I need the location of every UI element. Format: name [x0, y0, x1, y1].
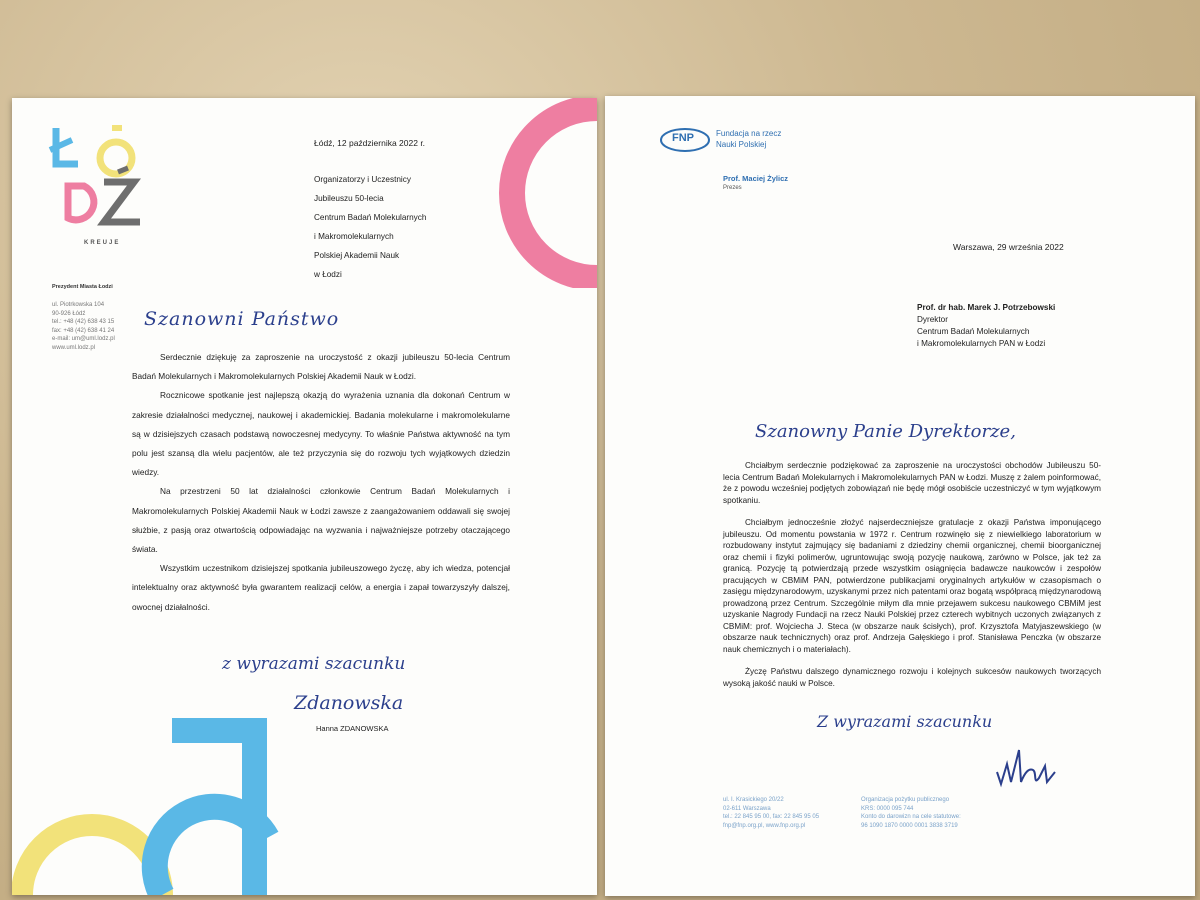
recipient-line: w Łodzi [314, 270, 342, 279]
closing: z wyrazami szacunku [222, 654, 406, 674]
address-line: fax: +48 (42) 638 41 24 [52, 327, 115, 334]
footer-line: tel.: 22 845 95 00, fax: 22 845 95 05 [723, 814, 820, 820]
recipient-line: Jubileuszu 50-lecia [314, 194, 384, 203]
decorative-pink-arc-icon [492, 98, 597, 288]
sender-title: Prezes [723, 185, 742, 191]
lodz-city-logo-icon [48, 122, 148, 242]
recipient-name: Prof. dr hab. Marek J. Potrzebowski [917, 303, 1056, 312]
fnp-name-line: Nauki Polskiej [716, 140, 767, 149]
recipient-block [314, 170, 426, 284]
sender-name: Prof. Maciej Żylicz [723, 174, 789, 183]
recipient-line: Centrum Badań Molekularnych [314, 213, 427, 222]
footer-legal [861, 796, 1011, 830]
handwritten-signature: Zdanowska [294, 692, 404, 714]
letter-date: Warszawa, 29 września 2022 [953, 242, 1064, 252]
fnp-name-line: Fundacja na rzecz [716, 129, 782, 138]
recipient-line: Polskiej Akademii Nauk [314, 251, 400, 260]
address-line: www.uml.lodz.pl [52, 344, 96, 351]
paragraph: Na przestrzeni 50 lat działalności członkowie Centrum Badań Molekularnych i Makromolekularnych Polskiej Akademii Nauk w Łodzi zawsze z zaangażowaniem oddawali się swojej służbie, z pasją oraz otwartością odpowiadając na wyzwania i najważniejsze potrzeby otaczającego świata. [132, 486, 510, 555]
recipient-line: i Makromolekularnych [314, 232, 394, 241]
recipient-block [917, 302, 1055, 350]
logo-caption: KREUJE [84, 240, 121, 246]
paragraph: Rocznicowe spotkanie jest najlepszą okazją do wyrażenia uznania dla dokonań Centrum w zakresie działalności medycznej, naukowej i akademickiej. Badania molekularne i makromolekularne są w dzisiejszych czasach podstawą nowoczesnej medycyny. To właśnie Państwa aktywność na tym polu jest szansą dla wielu pacjentów, ale też przyczynia się do rozwoju tych wyjątkowych dziedzin wiedzy. [132, 390, 510, 478]
paragraph: Wszystkim uczestnikom dzisiejszej spotkania jubileuszowego życzę, aby ich wiedza, potencjał intelektualny oraz aktywność była gwarantem realizacji celów, a energia i zapał towarzyszyły dalszej, owocnej działalności. [132, 563, 510, 612]
signer-name: Hanna ZDANOWSKA [316, 724, 389, 733]
decorative-shapes-icon [12, 698, 282, 895]
footer-line: fnp@fnp.org.pl, www.fnp.org.pl [723, 822, 806, 829]
letter-body [132, 348, 510, 617]
sender-address [52, 301, 152, 352]
footer-line: 02-611 Warszawa [723, 805, 771, 812]
footer-line: ul. I. Krasickiego 20/22 [723, 797, 784, 803]
paragraph: Chciałbym jednocześnie złożyć najserdeczniejsze gratulacje z okazji Państwa imponującego jubileuszu. Od momentu powstania w 1972 r. Centrum rozwinęło się z niewielkiego laboratorium w rozbudowany instytut zajmujący się badaniami z dziedziny chemii organicznej, chemii bioorganicznej oraz chemii i fizyki polimerów, ugruntowując swoją pozycję naukową, zarówno w Polsce, jak też za granicą. Pozycję tą potwierdzają przede wszystkim osiągnięcia badawcze naukowców i zespołów pracujących w CBMiM PAN, potwierdzone publikacjami oryginalnych artykułów w czasopismach o zasięgu międzynarodowym, uzyskanymi przez nich patentami oraz bogatą współpracą międzynarodową prowadzoną przez Centrum. Szczególnie miłym dla mnie przejawem sukcesu naukowego CBMiM jest uzyskanie Nagrody Fundacji na rzecz Nauki Polskiej przez czterech wybitnych uczonych związanych z CBMiM: prof. Wojciecha J. Steca (w obszarze nauk ścisłych), prof. Krzysztofa Matyjaszewskiego (w obszarze nauk technicznych) oraz prof. Andrzeja Gałęskiego i prof. Stanisława Penczka (w obszarze nauk chemicznych i o materiałach). [723, 518, 1101, 654]
salutation: Szanowni Państwo [144, 308, 340, 330]
office-name: Prezydent Miasta Łodzi [52, 284, 113, 290]
address-line: 90-926 Łódź [52, 310, 86, 317]
footer-line: KRS: 0000 095 744 [861, 805, 914, 812]
paragraph: Serdecznie dziękuję za zaproszenie na uroczystość z okazji jubileuszu 50-lecia Centrum Badań Molekularnych i Makromolekularnych Polskiej Akademii Nauk w Łodzi. [132, 352, 510, 382]
fnp-logo [660, 126, 810, 158]
fnp-logo-abbr: FNP [672, 132, 694, 144]
address-line: tel.: +48 (42) 638 43 15 [52, 319, 115, 325]
right-letter-page [605, 96, 1195, 896]
closing: Z wyrazami szacunku [817, 712, 993, 731]
recipient-line: Dyrektor [917, 315, 948, 324]
address-line: ul. Piotrkowska 104 [52, 302, 105, 308]
recipient-line: Organizatorzy i Uczestnicy [314, 175, 411, 184]
footer-address [723, 796, 873, 830]
address-line: e-mail: um@uml.lodz.pl [52, 336, 115, 342]
recipient-line: i Makromolekularnych PAN w Łodzi [917, 339, 1046, 348]
paragraph: Chciałbym serdecznie podziękować za zaproszenie na uroczystości obchodów Jubileuszu 50-lecia Centrum Badań Molekularnych i Makromolekularnych PAN w Łodzi. Muszę z żalem poinformować, że z powodu wcześniej podjętych zobowiązań nie będę mógł osobiście uczestniczyć w tym wyjątkowym spotkaniu. [723, 461, 1101, 505]
fnp-logo-name [716, 128, 781, 150]
handwritten-signature-icon [993, 742, 1063, 790]
letter-date: Łódź, 12 października 2022 r. [314, 138, 426, 148]
footer-line: Konto do darowizn na cele statutowe: [861, 814, 961, 820]
left-letter-page [12, 98, 597, 895]
footer-line: Organizacja pożytku publicznego [861, 797, 950, 803]
paragraph: Życzę Państwu dalszego dynamicznego rozwoju i kolejnych sukcesów naukowych tworzących wysoką jakość nauki w Polsce. [723, 667, 1101, 688]
footer-line: 96 1090 1870 0000 0001 3838 3719 [861, 822, 958, 829]
recipient-line: Centrum Badań Molekularnych [917, 327, 1030, 336]
salutation: Szanowny Panie Dyrektorze, [755, 421, 1016, 442]
letter-body [723, 460, 1101, 700]
